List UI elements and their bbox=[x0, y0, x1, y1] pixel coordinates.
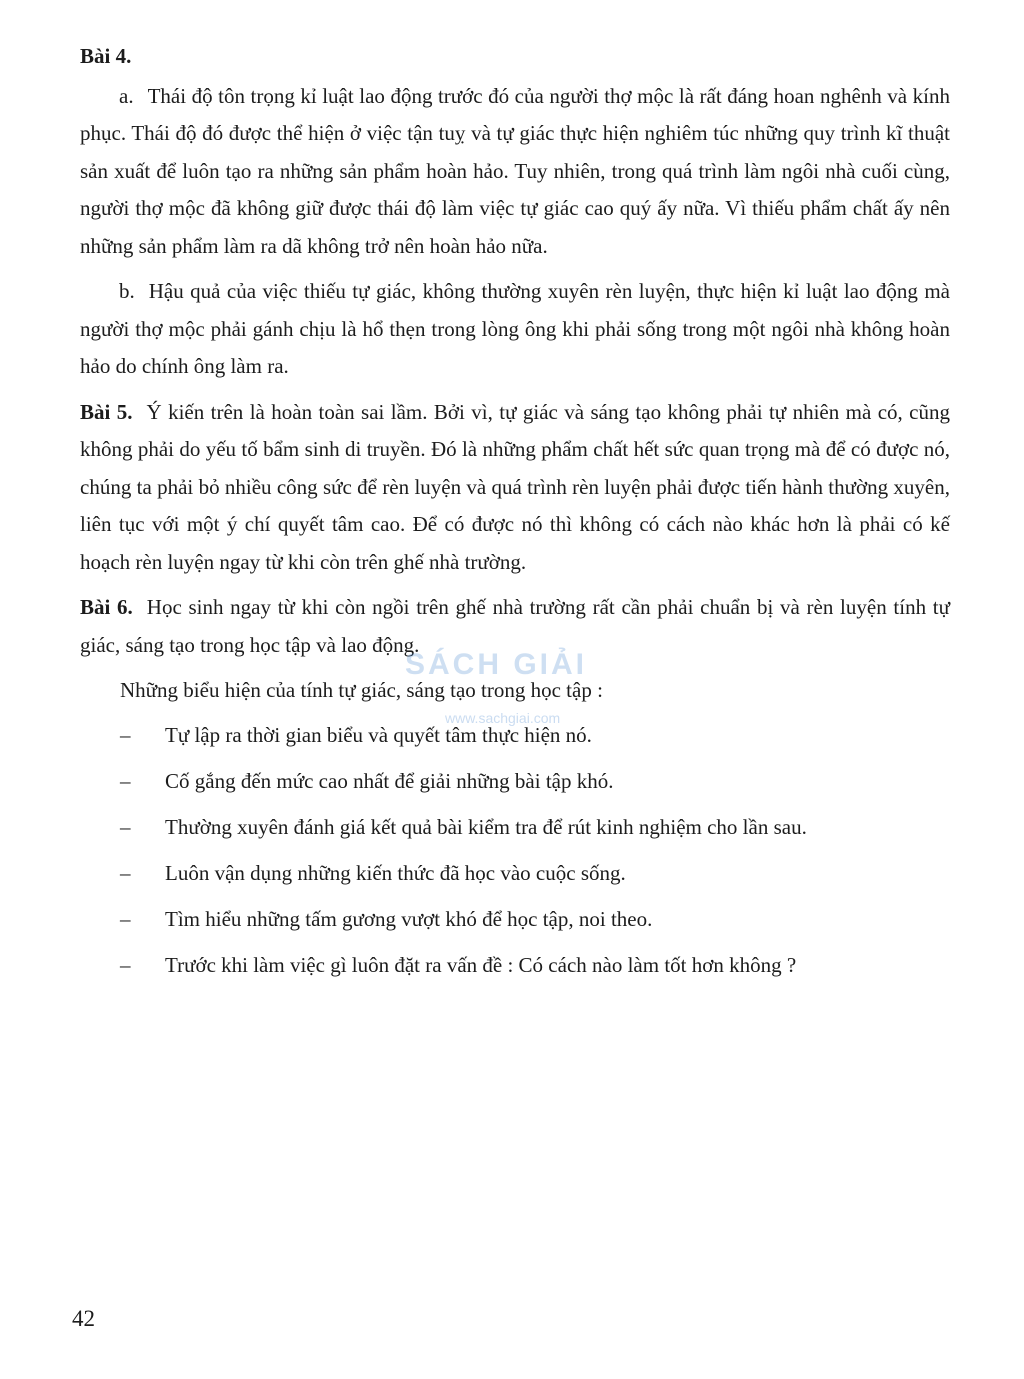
dash-bullet: – bbox=[120, 952, 131, 977]
list-item bbox=[80, 763, 950, 801]
bai6-label: Bài 6. bbox=[80, 595, 133, 619]
bai5-label: Bài 5. bbox=[80, 399, 133, 424]
list-item bbox=[80, 809, 950, 847]
bai4-paragraph-b bbox=[80, 273, 950, 386]
list-item bbox=[80, 901, 950, 939]
bai6-list bbox=[80, 717, 950, 985]
list-item-text: Tìm hiểu những tấm gương vượt khó để học tập, noi theo. bbox=[165, 906, 653, 931]
list-item-text: Cố gắng đến mức cao nhất để giải những bài tập khó. bbox=[165, 768, 614, 793]
bai5-paragraph bbox=[80, 394, 950, 582]
watermark-brand: SÁCH GIẢI bbox=[405, 648, 588, 681]
list-item-text: Trước khi làm việc gì luôn đặt ra vấn đề : Có cách nào làm tốt hơn không ? bbox=[165, 952, 797, 977]
dash-bullet: – bbox=[120, 722, 131, 747]
bai4-paragraph-a bbox=[80, 78, 950, 266]
page-content bbox=[80, 38, 950, 993]
bai4-b-label: b. bbox=[119, 279, 135, 303]
bai6-intro: Những biểu hiện của tính tự giác, sáng tạo trong học tập : bbox=[120, 678, 603, 702]
list-item-text: Thường xuyên đánh giá kết quả bài kiểm tra để rút kinh nghiệm cho lần sau. bbox=[165, 814, 807, 839]
bai4-b-text: Hậu quả của việc thiếu tự giác, không thường xuyên rèn luyện, thực hiện kỉ luật lao động mà người thợ mộc phải gánh chịu là hổ thẹn trong lòng ông khi phải sống trong một ngôi nhà không hoàn hảo do chính ông làm ra. bbox=[80, 279, 950, 378]
list-item bbox=[80, 947, 950, 985]
bai4-heading: Bài 4. bbox=[80, 44, 132, 68]
watermark-url: www.sachgiai.com bbox=[445, 710, 561, 726]
dash-bullet: – bbox=[120, 906, 131, 931]
dash-bullet: – bbox=[120, 860, 131, 885]
bai6-text: Học sinh ngay từ khi còn ngồi trên ghế nhà trường rất cần phải chuẩn bị và rèn luyện tính tự giác, sáng tạo trong học tập và lao động. bbox=[80, 595, 950, 657]
list-item-text: Luôn vận dụng những kiến thức đã học vào cuộc sống. bbox=[165, 860, 626, 885]
list-item-text: Tự lập ra thời gian biểu và quyết tâm thực hiện nó. bbox=[165, 722, 592, 747]
dash-bullet: – bbox=[120, 768, 131, 793]
page-number: 42 bbox=[72, 1306, 95, 1331]
bai6-paragraph bbox=[80, 589, 950, 664]
bai5-text: Ý kiến trên là hoàn toàn sai lầm. Bởi vì, tự giác và sáng tạo không phải tự nhiên mà có, cũng không phải do yếu tố bẩm sinh di truyền. Đó là những phẩm chất hết sức quan trọng mà để có được nó, chúng ta phải bỏ nhiều công sức để rèn luyện và quá trình rèn luyện phải được tiến hành thường xuyên, liên tục với một ý chí quyết tâm cao. Để có được nó thì không có cách nào khác hơn là phải có kế hoạch rèn luyện ngay từ khi còn trên ghế nhà trường. bbox=[80, 399, 950, 574]
dash-bullet: – bbox=[120, 814, 131, 839]
bai4-a-label: a. bbox=[119, 83, 134, 108]
list-item bbox=[80, 855, 950, 893]
list-item bbox=[80, 717, 950, 755]
bai4-a-text: Thái độ tôn trọng kỉ luật lao động trước đó của người thợ mộc là rất đáng hoan nghênh và kính phục. Thái độ đó được thể hiện ở việc tận tuỵ và tự giác thực hiện nghiêm túc những quy trình kĩ thuật sản xuất để luôn tạo ra những sản phẩm hoàn hảo. Tuy nhiên, trong quá trình làm ngôi nhà cuối cùng, người thợ mộc đã không giữ được thái độ làm việc tự giác cao quý ấy nữa. Vì thiếu phẩm chất ấy nên những sản phẩm làm ra dã không trở nên hoàn hảo nữa. bbox=[80, 83, 950, 258]
